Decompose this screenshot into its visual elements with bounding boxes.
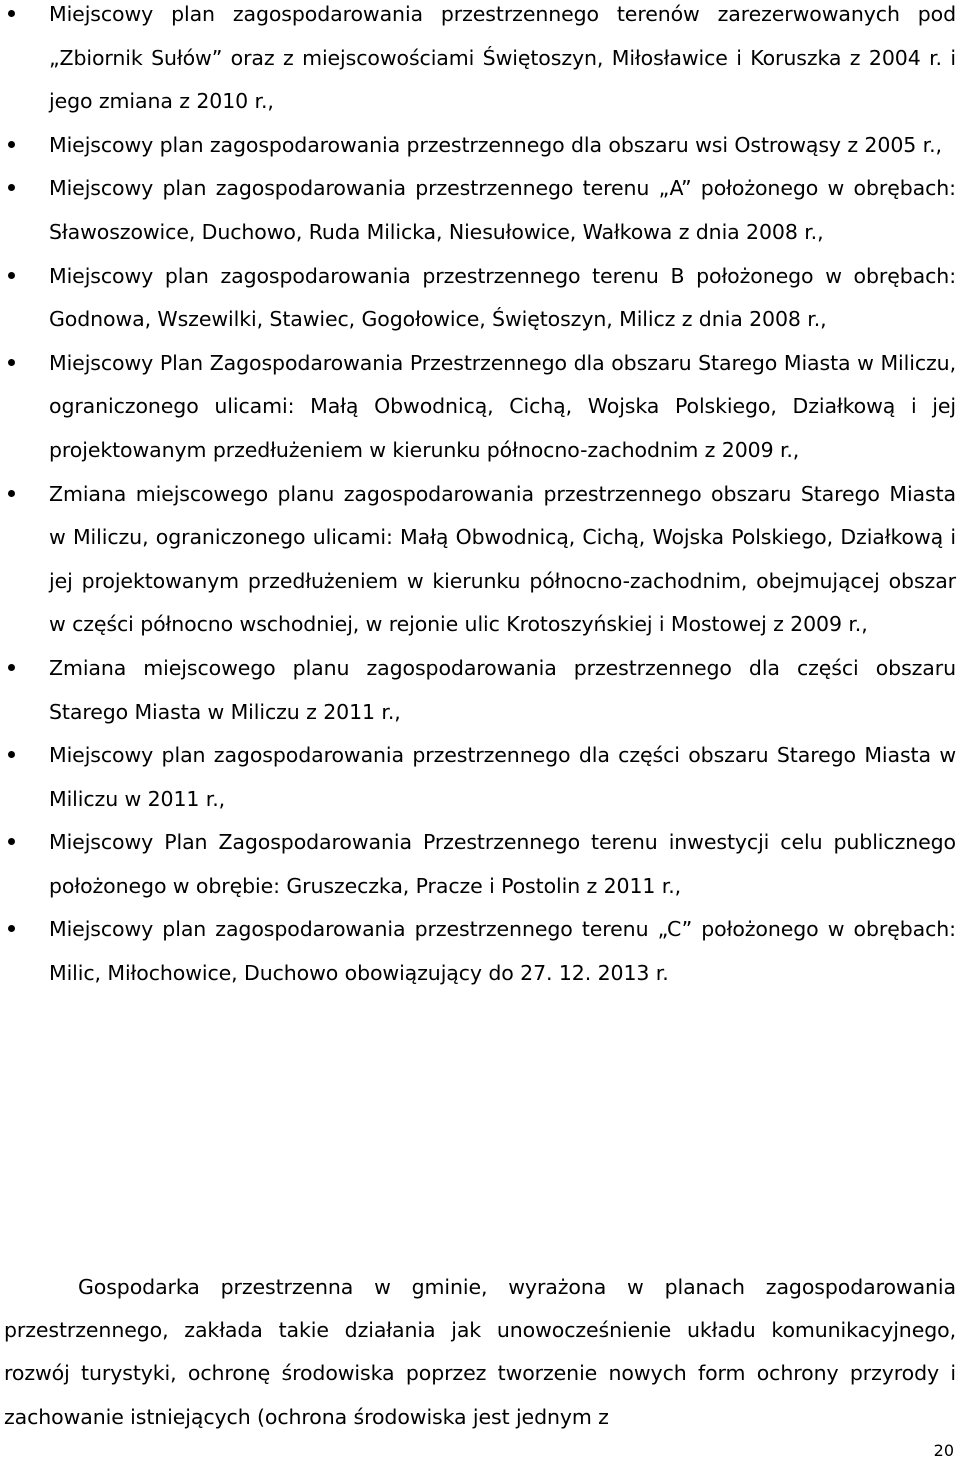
bullet-icon <box>8 490 15 497</box>
bullet-icon <box>8 838 15 845</box>
list-item-text: Miejscowy Plan Zagospodarowania Przestrzennego terenu inwestycji celu publicznego położonego w obrębie: Gruszeczka, Pracze i Postolin z 2011 r., <box>49 830 956 898</box>
body-paragraph: Gospodarka przestrzenna w gminie, wyrażona w planach zagospodarowania przestrzennego, zakłada takie działania jak unowocześnienie układu komunikacyjnego, rozwój turystyki, ochronę środowiska poprzez tworzenie nowych form ochrony przyrody i zachowanie istniejących (ochrona środowiska jest jednym z <box>4 1275 956 1429</box>
list-item-text: Miejscowy Plan Zagospodarowania Przestrzennego dla obszaru Starego Miasta w Miliczu, ograniczonego ulicami: Małą Obwodnicą, Cichą, Wojska Polskiego, Działkową i jej projektowanym przedłużeniem w kierunku północno-zachodnim z 2009 r., <box>49 350 956 462</box>
list-item <box>0 167 960 254</box>
list-item-text: Zmiana miejscowego planu zagospodarowania przestrzennego dla części obszaru Starego Miasta w Miliczu z 2011 r., <box>49 655 956 724</box>
bullet-icon <box>8 10 15 17</box>
list-item <box>0 0 960 124</box>
list-item <box>0 647 960 734</box>
list-item <box>0 124 960 168</box>
bullet-icon <box>8 141 15 148</box>
list-item <box>0 473 960 647</box>
bullet-icon <box>8 751 15 758</box>
bullet-icon <box>8 664 15 671</box>
list-item-text: Miejscowy plan zagospodarowania przestrzennego terenu „A” położonego w obrębach: Sławoszowice, Duchowo, Ruda Milicka, Niesułowice, Wałkowa z dnia 2008 r., <box>49 176 956 244</box>
list-item <box>0 255 960 342</box>
list-item-text: Zmiana miejscowego planu zagospodarowania przestrzennego obszaru Starego Miasta w Miliczu, ograniczonego ulicami: Małą Obwodnicą, Cichą, Wojska Polskiego, Działkową i jej projektowanym przedłużeniem w kierunku północno-zachodnim, obejmującej obszar w części północno wschodniej, w rejonie ulic Krotoszyńskiej i Mostowej z 2009 r., <box>49 481 956 637</box>
list-item-text: Miejscowy plan zagospodarowania przestrzennego dla części obszaru Starego Miasta w Miliczu w 2011 r., <box>49 743 956 811</box>
list-item-text: Miejscowy plan zagospodarowania przestrzennego dla obszaru wsi Ostrowąsy z 2005 r., <box>49 132 942 157</box>
list-item-text: Miejscowy plan zagospodarowania przestrzennego terenów zarezerwowanych pod „Zbiornik Sułów” oraz z miejscowościami Świętoszyn, Miłosławice i Koruszka z 2004 r. i jego zmiana z 2010 r., <box>49 2 956 114</box>
list-item <box>0 821 960 908</box>
list-item <box>0 342 960 473</box>
list-item-text: Miejscowy plan zagospodarowania przestrzennego terenu „C” położonego w obrębach: Milic, Miłochowice, Duchowo obowiązujący do 27. 12. 2013 r. <box>49 917 956 986</box>
list-item-text: Miejscowy plan zagospodarowania przestrzennego terenu B położonego w obrębach: Godnowa, Wszewilki, Stawiec, Gogołowice, Świętoszyn, Milicz z dnia 2008 r., <box>49 263 956 332</box>
bullet-icon <box>8 184 15 191</box>
bullet-icon <box>8 272 15 279</box>
bullet-icon <box>8 359 15 366</box>
list-item <box>0 908 960 995</box>
bullet-icon <box>8 925 15 932</box>
page-number: 20 <box>933 1441 954 1460</box>
list-item <box>0 734 960 821</box>
